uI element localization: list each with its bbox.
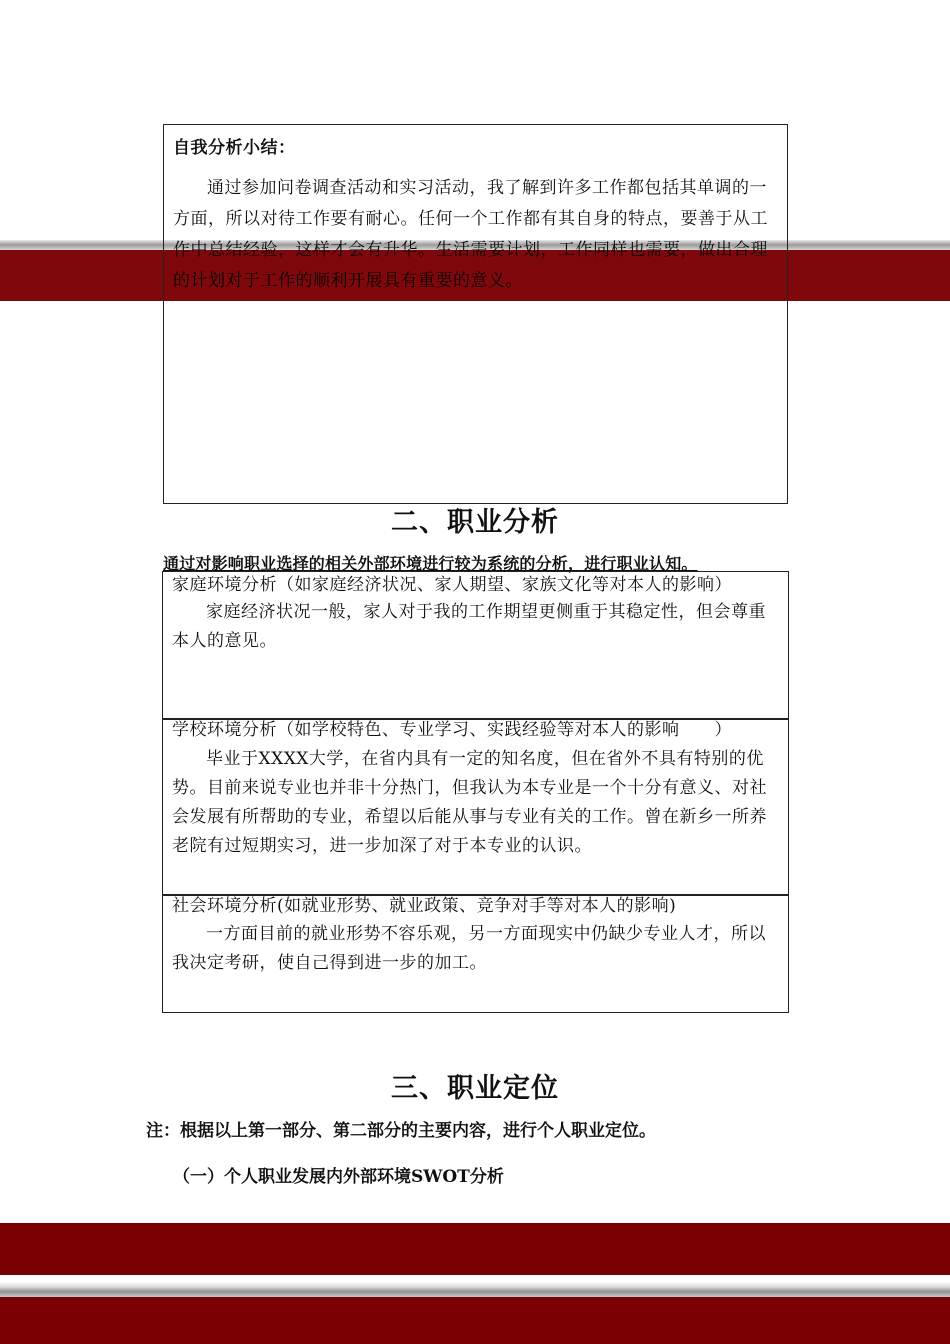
family-env-body: 家庭经济状况一般，家人对于我的工作期望更侧重于其稳定性，但会尊重本人的意见。 xyxy=(172,602,766,651)
bottom-gray-rule xyxy=(0,1275,950,1297)
school-env-body: 毕业于XXXX大学，在省内具有一定的知名度，但在省外不具有特别的优势。目前来说专业也并非十分热门，但我认为本专业是一个十分有意义、对社会发展有所帮助的专业，希望以后能从事与专业有关的工作。曾在新乡一所养老院有过短期实习，进一步加深了对于本专业的认识。 xyxy=(172,749,767,856)
bottom-red-band xyxy=(0,1223,950,1275)
self-summary-title: 自我分析小结： xyxy=(173,138,296,158)
bottom-red-footer xyxy=(0,1297,950,1344)
social-env-body: 一方面目前的就业形势不容乐观，另一方面现实中仍缺少专业人才，所以我决定考研，使自己得到进一步的加工。 xyxy=(172,924,766,973)
section-heading-career-positioning: 三、职业定位 xyxy=(391,1073,559,1104)
section-intro: 通过对影响职业选择的相关外部环境进行较为系统的分析，进行职业认知。 xyxy=(163,554,698,573)
section3-note: 注：根据以上第一部分、第二部分的主要内容，进行个人职业定位。 xyxy=(146,1121,656,1141)
self-summary-body: 通过参加问卷调查活动和实习活动，我了解到许多工作都包括其单调的一方面，所以对待工作要有耐心。任何一个工作都有其自身的特点，要善于从工作中总结经验，这样才会有升华。生活需要计划，工作同样也需要，做出合理的计划对于工作的顺利开展具有重要的意义。 xyxy=(173,178,768,291)
family-env-label: 家庭环境分析（如家庭经济状况、家人期望、家族文化等对本人的影响） xyxy=(172,575,732,595)
school-env-label: 学校环境分析（如学校特色、专业学习、实践经验等对本人的影响 ） xyxy=(172,720,732,740)
section3-subheading: （一）个人职业发展内外部环境SWOT分析 xyxy=(173,1167,504,1187)
social-env-label: 社会环境分析(如就业形势、就业政策、竞争对手等对本人的影响) xyxy=(172,896,677,916)
section-heading-career-analysis: 二、职业分析 xyxy=(391,507,559,538)
